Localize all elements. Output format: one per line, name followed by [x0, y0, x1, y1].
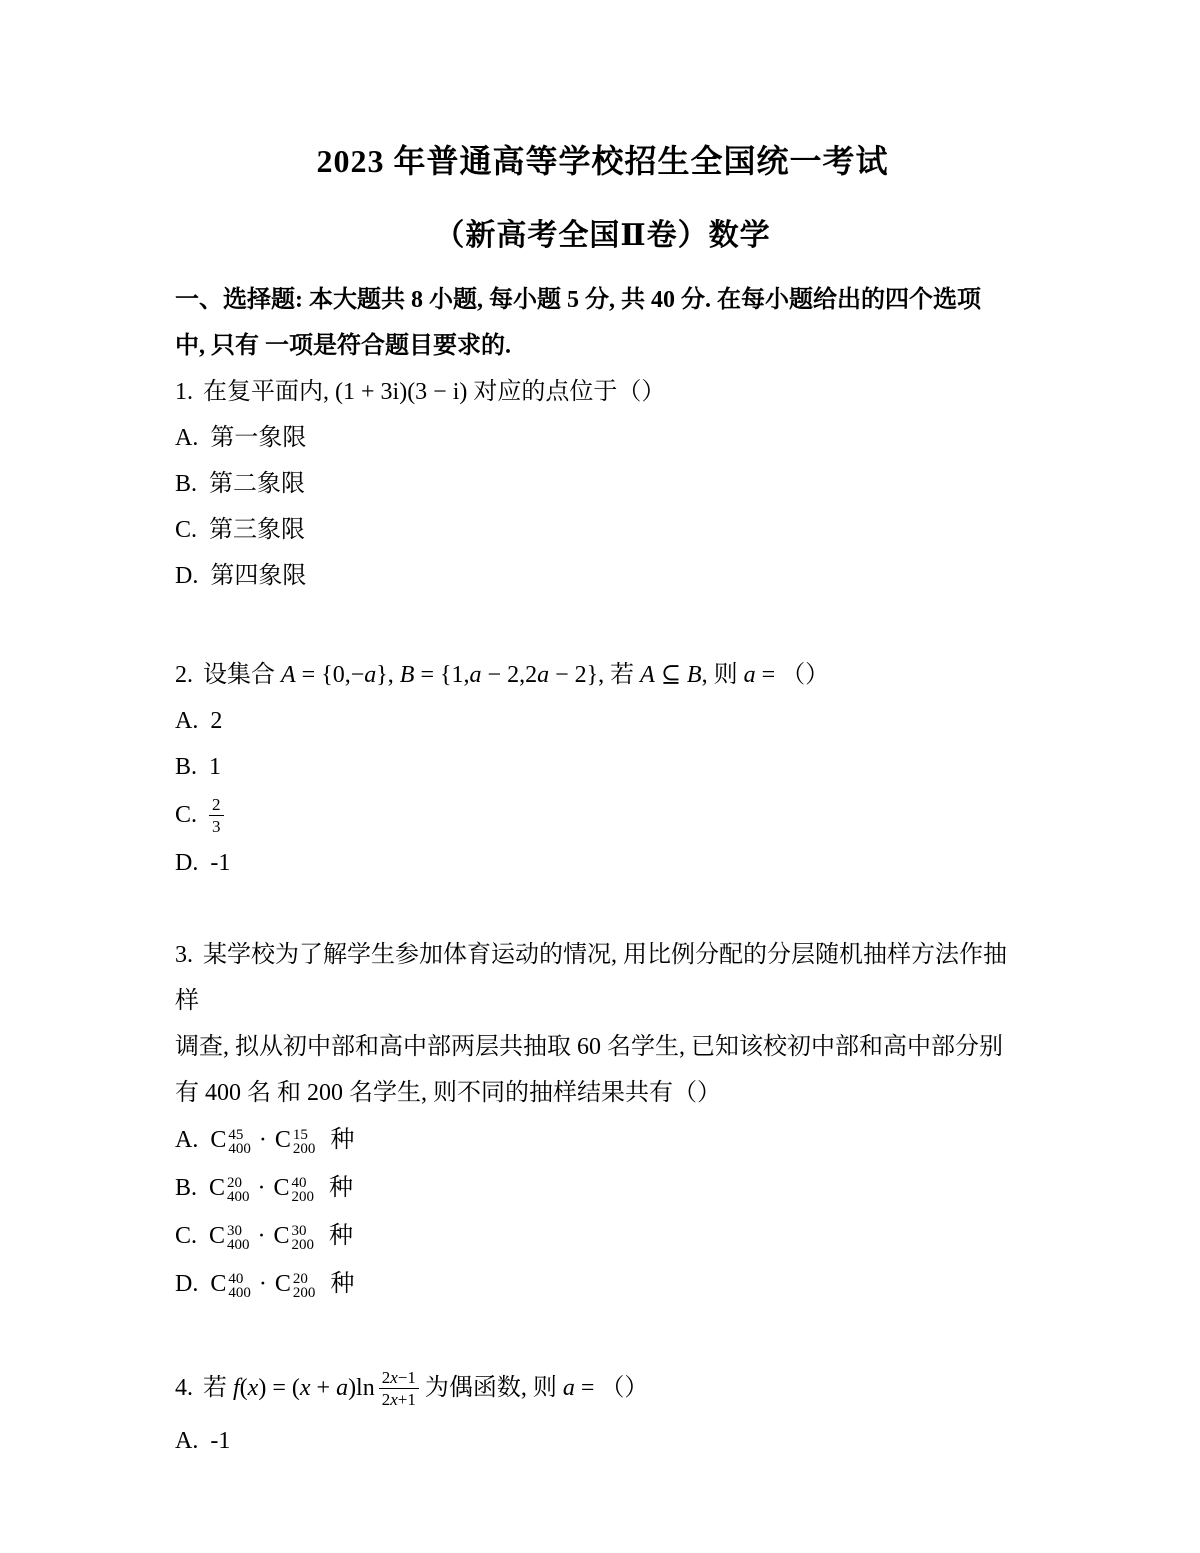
math-expression: a = — [562, 1375, 601, 1401]
multiplication-dot: · — [258, 1271, 267, 1297]
combination-subscript: 200 — [292, 1285, 316, 1301]
combination-symbol: C 30 200 — [273, 1223, 315, 1253]
exam-subtitle: （新高考全国Ⅱ卷）数学 — [434, 219, 771, 252]
combination-symbol: C 20 200 — [274, 1271, 316, 1301]
fraction-denominator: 2x+1 — [381, 1389, 416, 1409]
combination-subscript: 400 — [227, 1237, 250, 1253]
section-instructions-line1: 一、选择题: 本大题共 8 小题, 每小题 5 分, 共 40 分. 在每小题给出的四个选项 — [175, 287, 981, 313]
option-label: A. — [175, 708, 199, 734]
multiplication-dot: · — [257, 1175, 266, 1201]
combination-symbol: C 40 400 — [210, 1271, 251, 1301]
answer-parentheses: （） — [781, 662, 830, 688]
question-3-option-d — [175, 1260, 1030, 1308]
option-label: B. — [175, 1175, 198, 1201]
question-2-option-d — [175, 840, 1030, 886]
question-3-option-c — [175, 1212, 1030, 1260]
option-label: D. — [175, 1271, 199, 1297]
question-number: 4. — [175, 1375, 193, 1401]
combination-subscript: 200 — [291, 1189, 315, 1205]
unit-text: 种 — [329, 1175, 354, 1201]
question-2-stem: 2. 设集合 A = {0,−a}, B = {1,a − 2,2a − 2}, 若 A ⊆ B, 则 a = （） — [175, 662, 830, 688]
option-text: -1 — [210, 1428, 231, 1454]
unit-text: 种 — [330, 1271, 355, 1297]
combination-symbol: C 15 200 — [274, 1127, 316, 1157]
combination-superscript: 30 — [291, 1223, 307, 1239]
exam-title: 2023 年普通高等学校招生全国统一考试 — [316, 143, 889, 179]
combination-superscript: 20 — [292, 1271, 308, 1287]
question-2-option-b — [175, 744, 1030, 790]
question-1-option-b — [175, 461, 1030, 507]
question-4-option-a — [175, 1418, 1030, 1464]
math-expression: f(x) = (x + a)ln — [233, 1375, 375, 1401]
question-1-stem: 1. 在复平面内, (1 + 3i)(3 − i) 对应的点位于（） — [175, 379, 666, 405]
question-1-option-d — [175, 553, 1030, 599]
option-label: A. — [175, 1127, 199, 1153]
option-label: D. — [175, 850, 199, 876]
math-expression: A ⊆ B, — [640, 662, 714, 688]
combination-superscript: 30 — [227, 1223, 243, 1239]
option-label: C. — [175, 1223, 198, 1249]
question-3 — [175, 932, 1030, 1308]
question-2-option-a — [175, 698, 1030, 744]
question-3-option-b — [175, 1164, 1030, 1212]
fraction-numerator: 2x−1 — [379, 1368, 419, 1389]
option-text: 第一象限 — [210, 425, 307, 451]
math-expression: A = {0,−a}, B = {1,a − 2,2a − 2}, — [281, 662, 611, 688]
question-2 — [175, 652, 1030, 886]
section-instructions — [175, 277, 1030, 369]
question-1-option-c — [175, 507, 1030, 553]
option-label: A. — [175, 1428, 199, 1454]
question-3-stem-line2: 调查, 拟从初中部和高中部两层共抽取 60 名学生, 已知该校初中部和高中部分别 — [175, 1034, 1003, 1060]
option-label: C. — [175, 802, 198, 828]
math-expression: (1 + 3i)(3 − i) — [335, 379, 468, 405]
option-text: 第三象限 — [209, 517, 306, 543]
combination-symbol: C 30 400 — [209, 1223, 250, 1253]
question-1-option-a — [175, 415, 1030, 461]
unit-text: 种 — [329, 1223, 354, 1249]
answer-parentheses: （） — [600, 1375, 649, 1401]
combination-superscript: 20 — [227, 1175, 243, 1191]
question-3-option-a — [175, 1116, 1030, 1164]
unit-text: 种 — [330, 1127, 355, 1153]
question-number: 2. — [175, 662, 193, 688]
question-4 — [175, 1358, 1030, 1464]
question-3-stem-line3: 有 400 名 和 200 名学生, 则不同的抽样结果共有（） — [175, 1080, 721, 1106]
combination-symbol: C 40 200 — [273, 1175, 315, 1205]
question-2-option-c — [175, 790, 1030, 840]
combination-superscript: 45 — [228, 1127, 244, 1143]
combination-subscript: 200 — [291, 1237, 315, 1253]
math-expression: a = — [743, 662, 782, 688]
combination-superscript: 15 — [292, 1127, 308, 1143]
option-text: 第二象限 — [209, 471, 306, 497]
fraction — [379, 1368, 419, 1409]
question-4-stem: 4. 若 f(x) = (x + a)ln $\frac{2x-1}{2x+1}$ 为偶函数, 则 a = （） — [175, 1367, 649, 1409]
fraction-denominator: 3 — [212, 816, 221, 836]
option-label: B. — [175, 754, 198, 780]
option-text: 第四象限 — [210, 563, 307, 589]
fraction — [209, 795, 224, 836]
combination-superscript: 40 — [291, 1175, 307, 1191]
question-number: 1. — [175, 379, 193, 405]
option-label: A. — [175, 425, 199, 451]
combination-subscript: 400 — [228, 1285, 251, 1301]
section-instructions-line2: 中, 只有 一项是符合题目要求的. — [175, 333, 511, 359]
option-text: 1 — [209, 754, 222, 780]
option-label: C. — [175, 517, 198, 543]
fraction-numerator: 2 — [209, 795, 224, 816]
combination-subscript: 400 — [227, 1189, 250, 1205]
combination-symbol: C 20 400 — [209, 1175, 250, 1205]
question-1 — [175, 369, 1030, 599]
question-3-stem-line1: 3. 某学校为了解学生参加体育运动的情况, 用比例分配的分层随机抽样方法作抽样 — [175, 942, 1007, 1014]
combination-subscript: 200 — [292, 1141, 316, 1157]
combination-subscript: 400 — [228, 1141, 251, 1157]
multiplication-dot: · — [257, 1223, 266, 1249]
option-label: B. — [175, 471, 198, 497]
multiplication-dot: · — [258, 1127, 267, 1153]
combination-superscript: 40 — [228, 1271, 244, 1287]
question-number: 3. — [175, 942, 193, 968]
option-label: D. — [175, 563, 199, 589]
combination-symbol: C 45 400 — [210, 1127, 251, 1157]
option-text: 2 — [210, 708, 223, 734]
option-text: -1 — [210, 850, 231, 876]
